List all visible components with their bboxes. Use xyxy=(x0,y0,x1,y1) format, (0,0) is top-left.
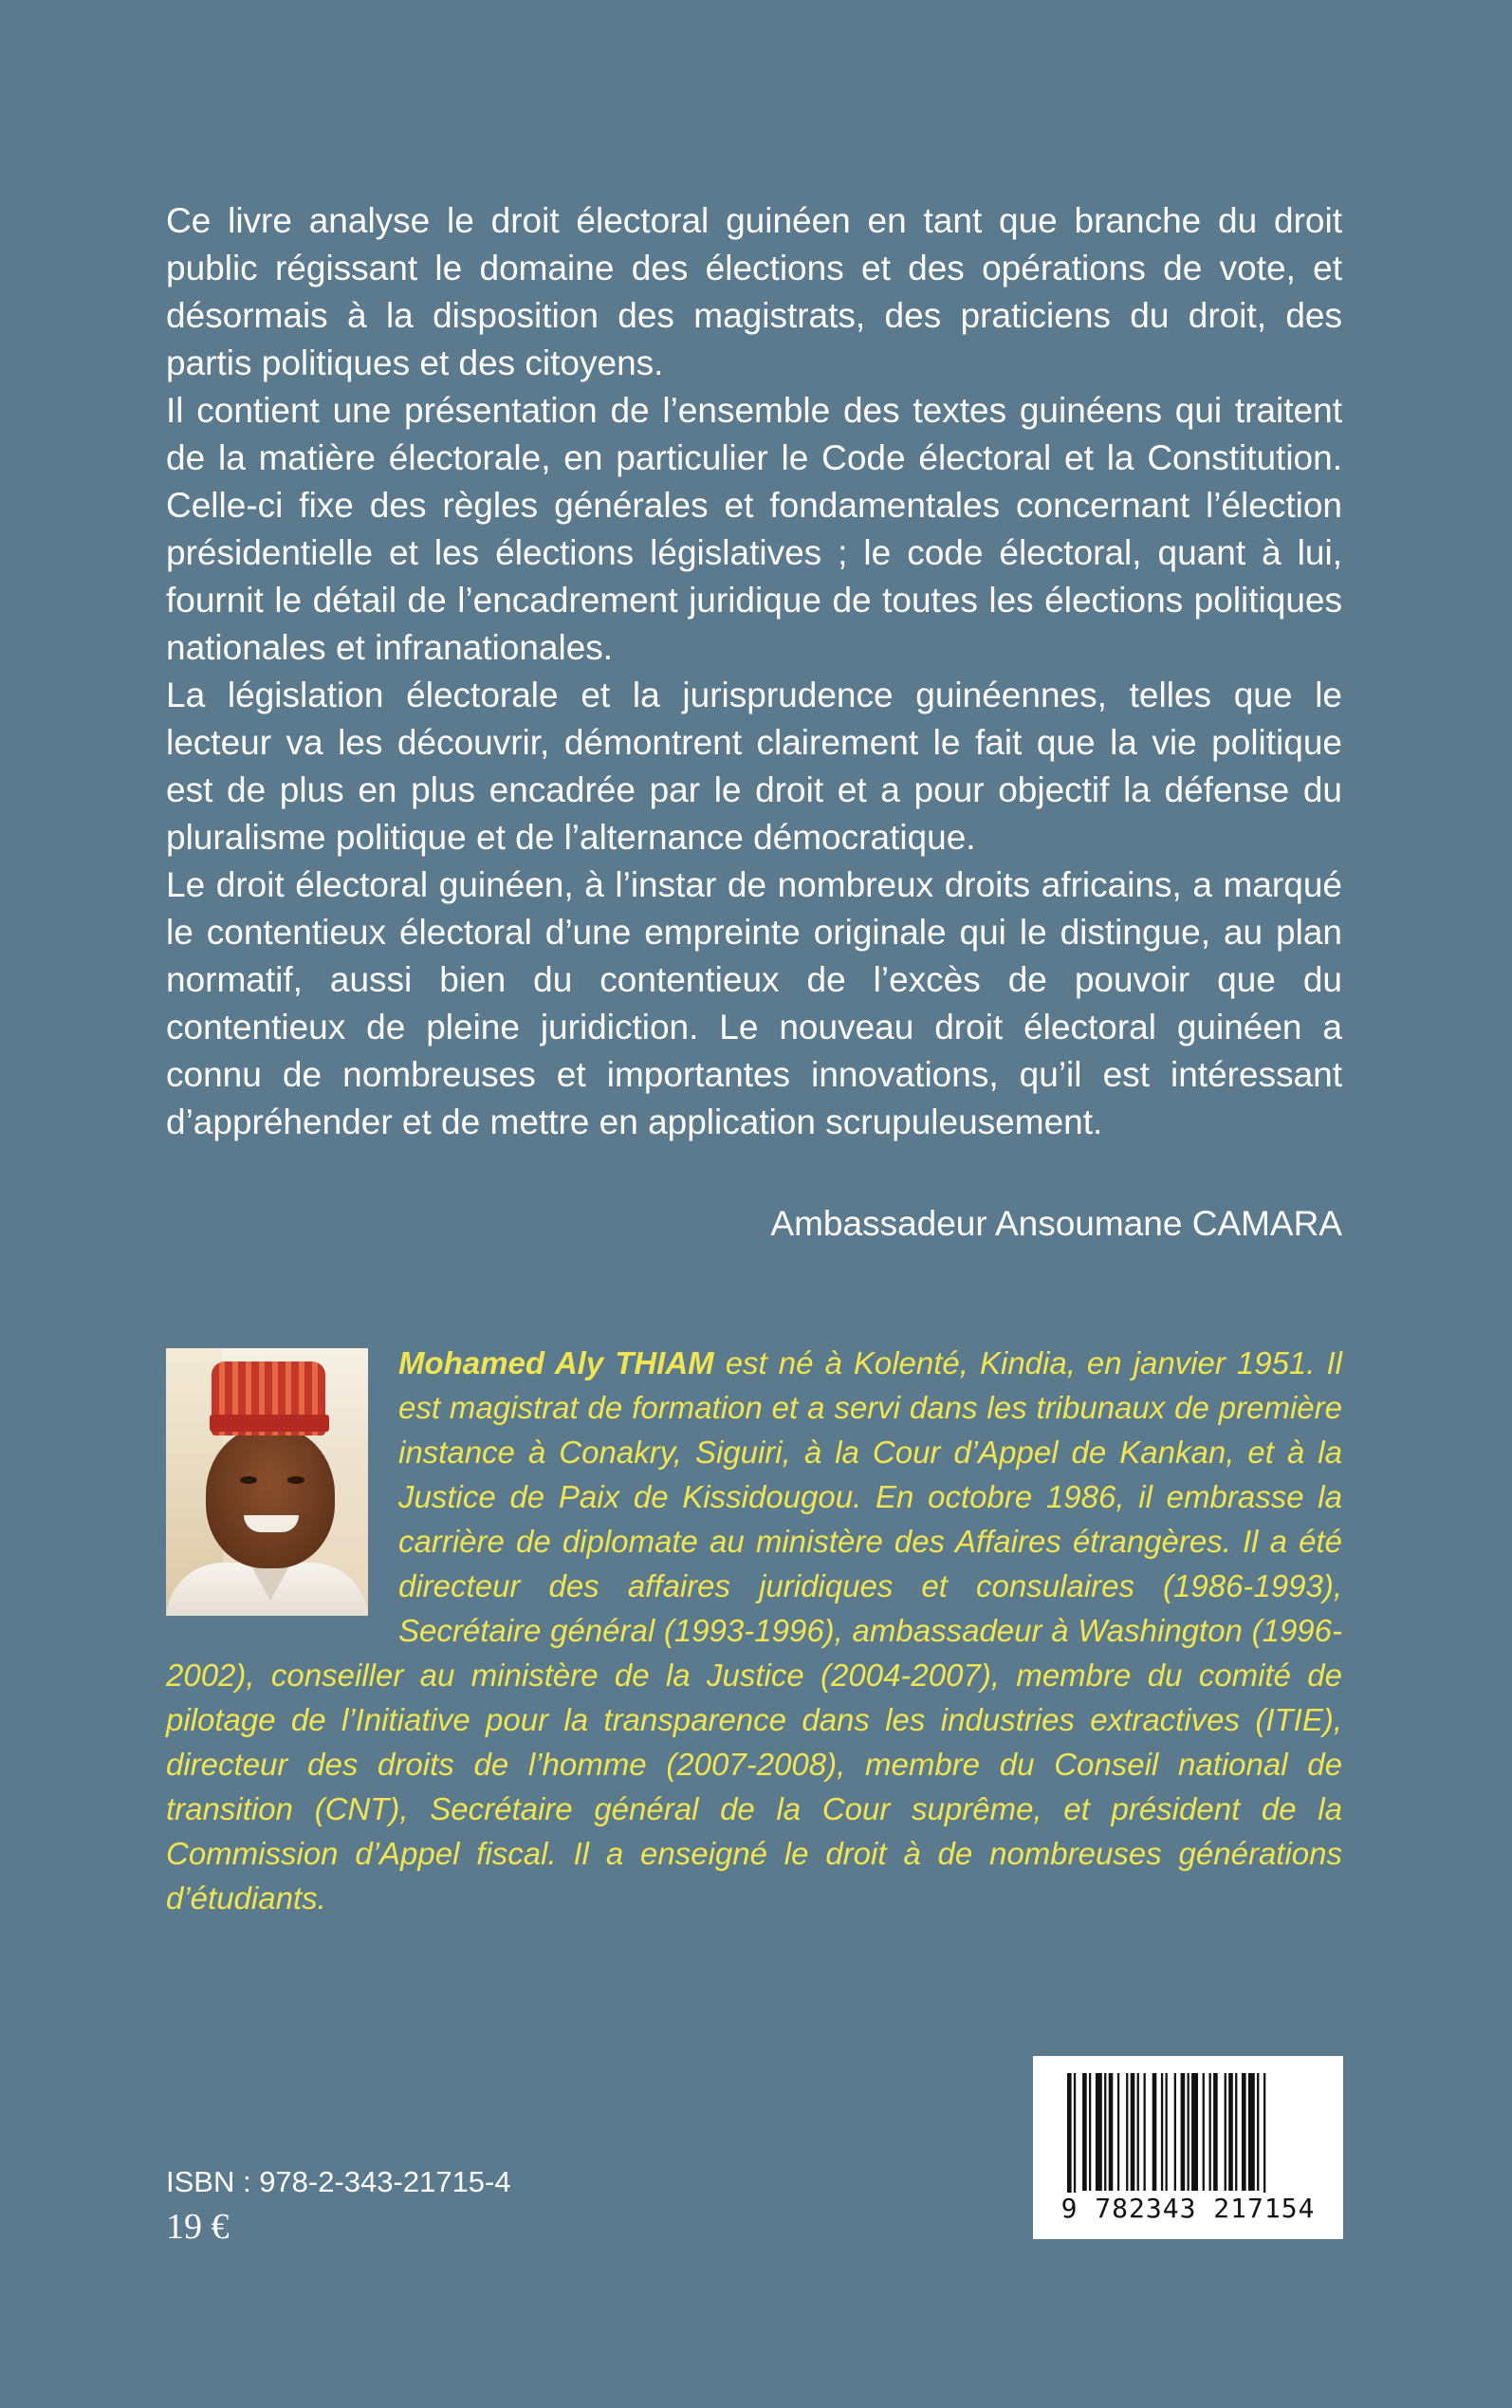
author-bio-text: est né à Kolenté, Kindia, en janvier 1951. Il est magistrat de formation et a servi dans les tribunaux de première instance à Conakry, Siguiri, à la Cour d’Appel de Kankan, et à la Justice de Paix de Kissidougou. En octobre 1986, il embrasse la carrière de diplomate au ministère des Affaires étrangères. Il a été directeur des affaires juridiques et consulaires (1986-1993), Secrétaire général (1993-1996), ambassadeur à Washington (1996-2002), conseiller au ministère de la Justice (2004-2007), membre du comité de pilotage de l’Initiative pour la transparence dans les industries extractives (ITIE), directeur des droits de l’homme (2007-2008), membre du Conseil national de transition (CNT), Secrétaire général de la Cour suprême, et président de la Commission d’Appel fiscal. Il a enseigné le droit à de nombreuses générations d’étudiants. xyxy=(166,1345,1342,1916)
description-paragraph-1: Ce livre analyse le droit électoral guinéen en tant que branche du droit public régissant le domaine des élections et des opérations de vote, et désormais à la disposition des magistrats, des praticiens du droit, des partis politiques et des citoyens. xyxy=(166,201,1342,382)
preface-signature: Ambassadeur Ansoumane CAMARA xyxy=(770,1204,1342,1243)
author-photo xyxy=(166,1348,368,1616)
author-bio xyxy=(166,1341,1342,1920)
barcode-digits: 9 782343 217154 xyxy=(1033,2193,1343,2224)
barcode xyxy=(1033,2056,1343,2239)
isbn-price-block xyxy=(166,2163,511,2249)
price-label: 19 € xyxy=(166,2207,230,2247)
description-paragraph-2: Il contient une présentation de l’ensemble des textes guinéens qui traitent de la matière électorale, en particulier le Code électoral et la Constitution. Celle-ci fixe des règles générales et fondamentales concernant l’élection présidentielle et les élections législatives ; le code électoral, quant à lui, fournit le détail de l’encadrement juridique de toutes les élections politiques nationales et infranationales. xyxy=(166,391,1342,667)
description-paragraph-3: La législation électorale et la jurisprudence guinéennes, telles que le lecteur va les découvrir, démontrent clairement le fait que la vie politique est de plus en plus encadrée par le droit et a pour objectif la défense du pluralisme politique et de l’alternance démocratique. xyxy=(166,676,1342,857)
back-cover-description xyxy=(166,197,1342,1146)
author-name: Mohamed Aly THIAM xyxy=(398,1345,714,1380)
isbn-label: ISBN : 978-2-343-21715-4 xyxy=(166,2165,511,2198)
description-paragraph-4: Le droit électoral guinéen, à l’instar de nombreux droits africains, a marqué le contentieux électoral d’une empreinte originale qui le distingue, au plan normatif, aussi bien du contentieux de l’excès de pouvoir que du contentieux de pleine juridiction. Le nouveau droit électoral guinéen a connu de nombreuses et importantes innovations, qu’il est intéressant d’appréhender et de mettre en application scrupuleusement. xyxy=(166,865,1342,1141)
